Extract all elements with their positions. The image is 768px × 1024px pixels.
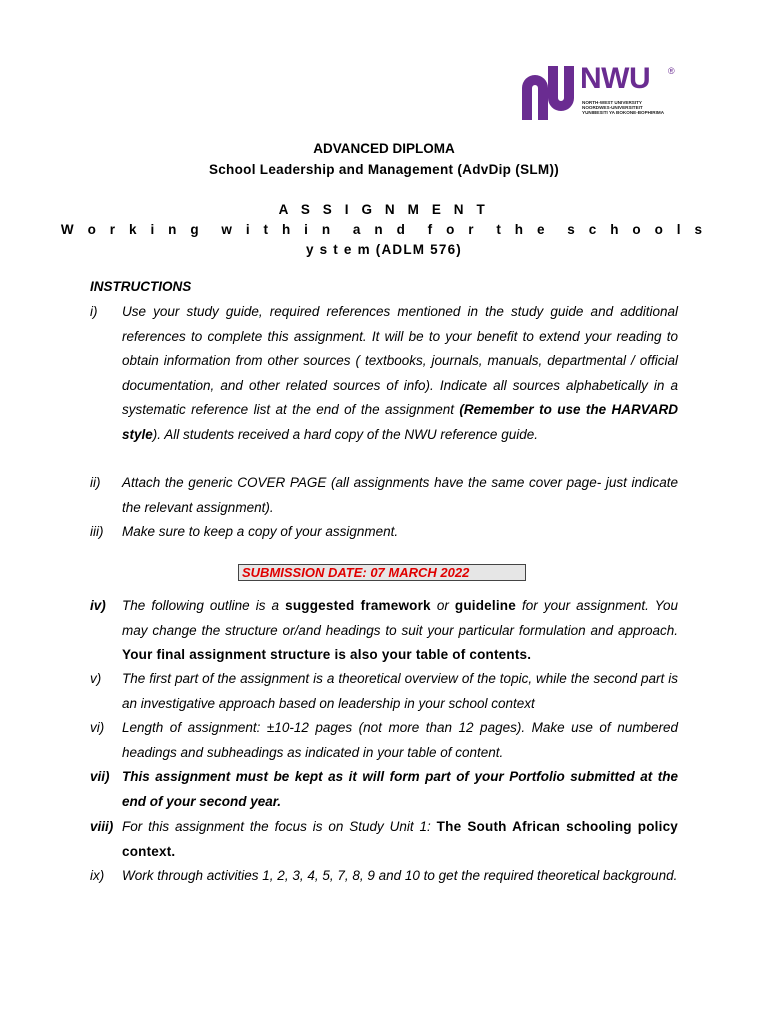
- item-text: Make sure to keep a copy of your assignment.: [122, 524, 399, 539]
- nwu-emblem-icon: [518, 62, 578, 122]
- instruction-item-vi: [90, 716, 678, 765]
- item-text: The first part of the assignment is a theoretical overview of the topic, while the second part is an investigative approach based on leadership in your school context: [122, 671, 678, 711]
- heading-program-name: School Leadership and Management (AdvDip (SLM)): [208, 162, 560, 177]
- instruction-item-viii: [90, 815, 678, 864]
- heading-title-line1: W o r k i n g w i t h i n a n d f o r t h e s c h o o l s: [60, 222, 708, 237]
- item-number: viii): [90, 819, 114, 834]
- logo-subtitle: NORTH-WEST UNIVERSITY NOORDWES-UNIVERSITEIT YUNIBESITI YA BOKONE-BOPHIRIMA: [582, 100, 665, 116]
- item-text: Length of assignment: ±10-12 pages (not more than 12 pages). Make use of numbered headings and subheadings as indicated in your table of content.: [122, 720, 678, 760]
- instruction-item-v: [90, 667, 678, 716]
- item-number: iv): [90, 598, 106, 613]
- heading-assignment: A S S I G N M E N T: [278, 202, 490, 217]
- item-number: vii): [90, 769, 110, 784]
- nwu-logo: [518, 62, 678, 124]
- item-text: The following outline is a suggested framework or guideline for your assignment. You may change the structure or/and headings to suit your particular formulation and approach. Your final assignment structure is also your table of contents.: [122, 598, 679, 662]
- item-text: Work through activities 1, 2, 3, 4, 5, 7, 8, 9 and 10 to get the required theoretical background.: [122, 868, 678, 883]
- instruction-item-ii: [90, 471, 678, 520]
- heading-title-line2: y s t e m (ADLM 576): [305, 242, 463, 257]
- item-number: iii): [90, 524, 104, 539]
- instruction-item-i: [90, 300, 678, 447]
- item-number: i): [90, 304, 98, 319]
- instruction-item-ix: [90, 864, 678, 889]
- instruction-item-vii: [90, 765, 678, 814]
- item-number: ix): [90, 868, 105, 883]
- item-text: For this assignment the focus is on Study Unit 1: The South African schooling policy context.: [122, 819, 678, 859]
- item-text: Use your study guide, required references mentioned in the study guide and additional references to complete this assignment. It will be to your benefit to extend your reading to obtain information from other sources ( textbooks, journals, manuals, departmental / official documentation, and other related sources of info). Indicate all sources alphabetically in a systematic reference list at the end of the assignment (Remember to use the HARVARD style). All students received a hard copy of the NWU reference guide.: [122, 304, 678, 442]
- instructions-title: INSTRUCTIONS: [90, 279, 192, 294]
- item-text: Attach the generic COVER PAGE (all assignments have the same cover page- just indicate the relevant assignment).: [122, 475, 678, 515]
- item-number: ii): [90, 475, 101, 490]
- registered-mark: ®: [668, 66, 675, 76]
- instruction-item-iv: [90, 594, 678, 668]
- heading-program: ADVANCED DIPLOMA: [313, 141, 455, 156]
- instruction-item-iii: [90, 520, 678, 545]
- item-text: This assignment must be kept as it will form part of your Portfolio submitted at the end of your second year.: [122, 769, 678, 809]
- submission-date-box: SUBMISSION DATE: 07 MARCH 2022: [238, 564, 526, 581]
- item-number: v): [90, 671, 102, 686]
- item-number: vi): [90, 720, 105, 735]
- logo-wordmark: NWU: [580, 62, 651, 95]
